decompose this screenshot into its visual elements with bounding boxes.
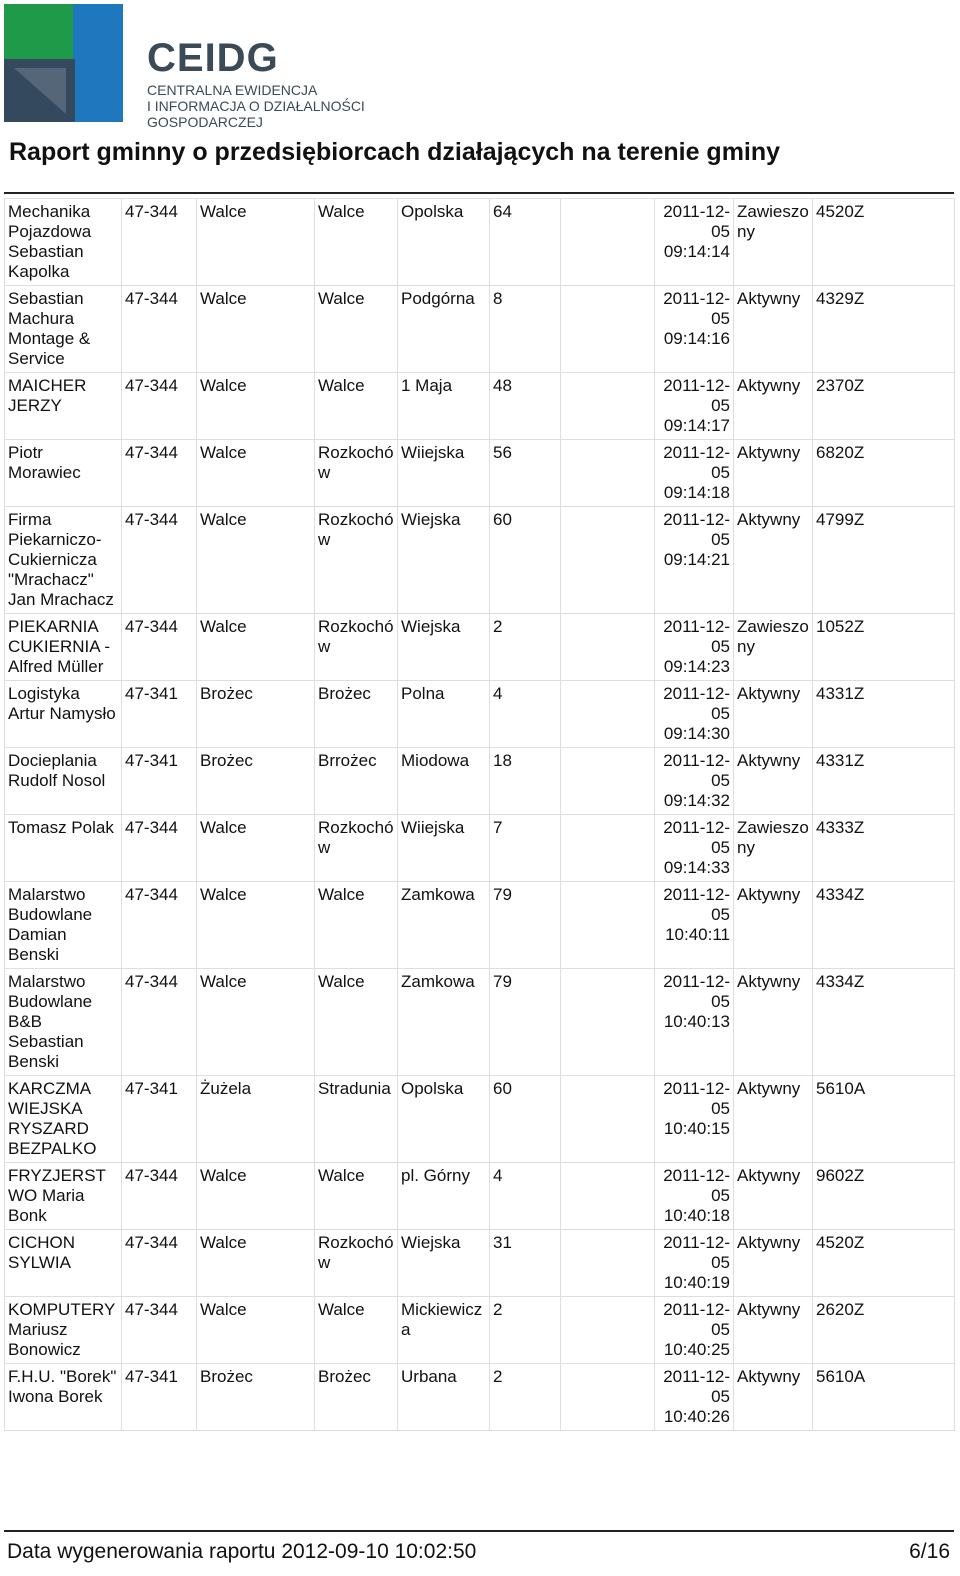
- pkd-code-cell: 4331Z: [813, 681, 955, 748]
- post-office-cell: Walce: [197, 1163, 315, 1230]
- logo-title: CEIDG: [147, 36, 279, 80]
- business-name-cell: KARCZMA WIEJSKA RYSZARD BEZPALKO: [5, 1076, 122, 1163]
- postal-code-cell: 47-344: [122, 1297, 197, 1364]
- table-row: [5, 815, 955, 882]
- building-number-cell: 48: [490, 373, 561, 440]
- table-row: [5, 681, 955, 748]
- status-cell: Aktywny: [734, 882, 813, 969]
- postal-code-cell: 47-344: [122, 507, 197, 614]
- street-cell: Wiiejska: [398, 815, 490, 882]
- unit-number-cell: [561, 507, 655, 614]
- building-number-cell: 2: [490, 1364, 561, 1431]
- unit-number-cell: [561, 199, 655, 286]
- table-row: [5, 373, 955, 440]
- unit-number-cell: [561, 1076, 655, 1163]
- locality-cell: Walce: [315, 1297, 398, 1364]
- status-cell: Zawieszony: [734, 815, 813, 882]
- unit-number-cell: [561, 440, 655, 507]
- status-cell: Aktywny: [734, 373, 813, 440]
- locality-cell: Walce: [315, 969, 398, 1076]
- postal-code-cell: 47-344: [122, 969, 197, 1076]
- business-name-cell: Sebastian Machura Montage & Service: [5, 286, 122, 373]
- postal-code-cell: 47-344: [122, 614, 197, 681]
- locality-cell: Walce: [315, 286, 398, 373]
- status-cell: Aktywny: [734, 1076, 813, 1163]
- street-cell: Opolska: [398, 1076, 490, 1163]
- building-number-cell: 60: [490, 507, 561, 614]
- entry-date-cell: 2011-12-05 10:40:13: [655, 969, 734, 1076]
- post-office-cell: Brożec: [197, 1364, 315, 1431]
- postal-code-cell: 47-344: [122, 440, 197, 507]
- entry-date-cell: 2011-12-05 10:40:15: [655, 1076, 734, 1163]
- post-office-cell: Walce: [197, 440, 315, 507]
- entry-date-cell: 2011-12-05 10:40:18: [655, 1163, 734, 1230]
- post-office-cell: Walce: [197, 286, 315, 373]
- post-office-cell: Brożec: [197, 748, 315, 815]
- table-row: [5, 286, 955, 373]
- post-office-cell: Żużela: [197, 1076, 315, 1163]
- locality-cell: Rozkochów: [315, 614, 398, 681]
- entry-date-cell: 2011-12-05 10:40:19: [655, 1230, 734, 1297]
- postal-code-cell: 47-341: [122, 748, 197, 815]
- postal-code-cell: 47-344: [122, 286, 197, 373]
- street-cell: Wiejska: [398, 614, 490, 681]
- building-number-cell: 4: [490, 681, 561, 748]
- pkd-code-cell: 2620Z: [813, 1297, 955, 1364]
- pkd-code-cell: 1052Z: [813, 614, 955, 681]
- unit-number-cell: [561, 882, 655, 969]
- postal-code-cell: 47-344: [122, 882, 197, 969]
- building-number-cell: 79: [490, 882, 561, 969]
- pkd-code-cell: 4799Z: [813, 507, 955, 614]
- street-cell: Miodowa: [398, 748, 490, 815]
- unit-number-cell: [561, 1297, 655, 1364]
- status-cell: Aktywny: [734, 440, 813, 507]
- status-cell: Aktywny: [734, 748, 813, 815]
- building-number-cell: 64: [490, 199, 561, 286]
- status-cell: Aktywny: [734, 507, 813, 614]
- street-cell: Opolska: [398, 199, 490, 286]
- business-name-cell: MAICHER JERZY: [5, 373, 122, 440]
- locality-cell: Rozkochów: [315, 507, 398, 614]
- building-number-cell: 8: [490, 286, 561, 373]
- unit-number-cell: [561, 1230, 655, 1297]
- locality-cell: Walce: [315, 373, 398, 440]
- entry-date-cell: 2011-12-05 09:14:32: [655, 748, 734, 815]
- building-number-cell: 79: [490, 969, 561, 1076]
- postal-code-cell: 47-341: [122, 1364, 197, 1431]
- unit-number-cell: [561, 286, 655, 373]
- table-row: [5, 1076, 955, 1163]
- unit-number-cell: [561, 373, 655, 440]
- logo-subtitle: [147, 82, 365, 130]
- pkd-code-cell: 5610A: [813, 1364, 955, 1431]
- ceidg-logo: [4, 4, 384, 130]
- street-cell: Wiejska: [398, 507, 490, 614]
- locality-cell: Brrożec: [315, 748, 398, 815]
- building-number-cell: 60: [490, 1076, 561, 1163]
- entry-date-cell: 2011-12-05 09:14:21: [655, 507, 734, 614]
- pkd-code-cell: 4520Z: [813, 199, 955, 286]
- building-number-cell: 18: [490, 748, 561, 815]
- header-divider: [4, 192, 954, 194]
- entry-date-cell: 2011-12-05 10:40:26: [655, 1364, 734, 1431]
- unit-number-cell: [561, 1163, 655, 1230]
- pkd-code-cell: 4329Z: [813, 286, 955, 373]
- table-row: [5, 440, 955, 507]
- pkd-code-cell: 9602Z: [813, 1163, 955, 1230]
- post-office-cell: Brożec: [197, 681, 315, 748]
- business-name-cell: Logistyka Artur Namysło: [5, 681, 122, 748]
- postal-code-cell: 47-344: [122, 199, 197, 286]
- pkd-code-cell: 6820Z: [813, 440, 955, 507]
- street-cell: Wiejska: [398, 1230, 490, 1297]
- report-generated-date: Data wygenerowania raportu 2012-09-10 10:02:50: [7, 1540, 477, 1563]
- post-office-cell: Walce: [197, 1297, 315, 1364]
- status-cell: Aktywny: [734, 1364, 813, 1431]
- unit-number-cell: [561, 1364, 655, 1431]
- street-cell: Podgórna: [398, 286, 490, 373]
- ceidg-logo-mark-icon: [4, 4, 134, 124]
- post-office-cell: Walce: [197, 882, 315, 969]
- business-name-cell: Malarstwo Budowlane Damian Benski: [5, 882, 122, 969]
- business-name-cell: FRYZJERSTWO Maria Bonk: [5, 1163, 122, 1230]
- table-row: [5, 507, 955, 614]
- status-cell: Aktywny: [734, 1163, 813, 1230]
- table-row: [5, 1364, 955, 1431]
- post-office-cell: Walce: [197, 969, 315, 1076]
- table-row: [5, 1163, 955, 1230]
- report-title: Raport gminny o przedsiębiorcach działających na terenie gminy: [9, 138, 781, 166]
- street-cell: Polna: [398, 681, 490, 748]
- post-office-cell: Walce: [197, 614, 315, 681]
- postal-code-cell: 47-344: [122, 373, 197, 440]
- table-row: [5, 614, 955, 681]
- postal-code-cell: 47-344: [122, 1230, 197, 1297]
- footer-divider: [4, 1530, 954, 1532]
- unit-number-cell: [561, 969, 655, 1076]
- building-number-cell: 56: [490, 440, 561, 507]
- postal-code-cell: 47-341: [122, 1076, 197, 1163]
- street-cell: Urbana: [398, 1364, 490, 1431]
- status-cell: Aktywny: [734, 1230, 813, 1297]
- pkd-code-cell: 4333Z: [813, 815, 955, 882]
- street-cell: Zamkowa: [398, 969, 490, 1076]
- locality-cell: Brożec: [315, 681, 398, 748]
- table-row: [5, 1230, 955, 1297]
- logo-subtitle-line: I INFORMACJA O DZIAŁALNOŚCI: [147, 98, 365, 114]
- locality-cell: Walce: [315, 1163, 398, 1230]
- locality-cell: Walce: [315, 882, 398, 969]
- building-number-cell: 31: [490, 1230, 561, 1297]
- pkd-code-cell: 4334Z: [813, 882, 955, 969]
- business-name-cell: Tomasz Polak: [5, 815, 122, 882]
- entry-date-cell: 2011-12-05 09:14:23: [655, 614, 734, 681]
- post-office-cell: Walce: [197, 199, 315, 286]
- entry-date-cell: 2011-12-05 09:14:30: [655, 681, 734, 748]
- pkd-code-cell: 4520Z: [813, 1230, 955, 1297]
- unit-number-cell: [561, 815, 655, 882]
- locality-cell: Stradunia: [315, 1076, 398, 1163]
- entry-date-cell: 2011-12-05 10:40:25: [655, 1297, 734, 1364]
- status-cell: Aktywny: [734, 286, 813, 373]
- business-name-cell: Firma Piekarniczo-Cukiernicza "Mrachacz" Jan Mrachacz: [5, 507, 122, 614]
- entry-date-cell: 2011-12-05 09:14:33: [655, 815, 734, 882]
- table-body: [5, 199, 955, 1431]
- locality-cell: Brożec: [315, 1364, 398, 1431]
- entry-date-cell: 2011-12-05 09:14:18: [655, 440, 734, 507]
- street-cell: Mickiewicza: [398, 1297, 490, 1364]
- business-name-cell: Docieplania Rudolf Nosol: [5, 748, 122, 815]
- table-row: [5, 882, 955, 969]
- building-number-cell: 2: [490, 1297, 561, 1364]
- business-name-cell: Mechanika Pojazdowa Sebastian Kapolka: [5, 199, 122, 286]
- pkd-code-cell: 2370Z: [813, 373, 955, 440]
- pkd-code-cell: 5610A: [813, 1076, 955, 1163]
- entry-date-cell: 2011-12-05 09:14:16: [655, 286, 734, 373]
- logo-subtitle-line: CENTRALNA EWIDENCJA: [147, 82, 318, 98]
- unit-number-cell: [561, 614, 655, 681]
- status-cell: Zawieszony: [734, 199, 813, 286]
- postal-code-cell: 47-344: [122, 1163, 197, 1230]
- postal-code-cell: 47-344: [122, 815, 197, 882]
- building-number-cell: 4: [490, 1163, 561, 1230]
- street-cell: pl. Górny: [398, 1163, 490, 1230]
- table-row: [5, 1297, 955, 1364]
- street-cell: 1 Maja: [398, 373, 490, 440]
- street-cell: Wiiejska: [398, 440, 490, 507]
- business-name-cell: Malarstwo Budowlane B&B Sebastian Benski: [5, 969, 122, 1076]
- unit-number-cell: [561, 681, 655, 748]
- entry-date-cell: 2011-12-05 09:14:17: [655, 373, 734, 440]
- business-name-cell: PIEKARNIA CUKIERNIA - Alfred Müller: [5, 614, 122, 681]
- post-office-cell: Walce: [197, 373, 315, 440]
- table-row: [5, 199, 955, 286]
- pkd-code-cell: 4334Z: [813, 969, 955, 1076]
- business-name-cell: KOMPUTERY Mariusz Bonowicz: [5, 1297, 122, 1364]
- status-cell: Aktywny: [734, 681, 813, 748]
- business-table: [4, 198, 955, 1431]
- pkd-code-cell: 4331Z: [813, 748, 955, 815]
- status-cell: Zawieszony: [734, 614, 813, 681]
- building-number-cell: 2: [490, 614, 561, 681]
- entry-date-cell: 2011-12-05 10:40:11: [655, 882, 734, 969]
- page-number: 6/16: [909, 1540, 950, 1563]
- unit-number-cell: [561, 748, 655, 815]
- table-row: [5, 748, 955, 815]
- building-number-cell: 7: [490, 815, 561, 882]
- post-office-cell: Walce: [197, 1230, 315, 1297]
- logo-subtitle-line: GOSPODARCZEJ: [147, 114, 263, 130]
- post-office-cell: Walce: [197, 815, 315, 882]
- table-row: [5, 969, 955, 1076]
- business-name-cell: F.H.U. "Borek" Iwona Borek: [5, 1364, 122, 1431]
- status-cell: Aktywny: [734, 969, 813, 1076]
- street-cell: Zamkowa: [398, 882, 490, 969]
- business-name-cell: Piotr Morawiec: [5, 440, 122, 507]
- entry-date-cell: 2011-12-05 09:14:14: [655, 199, 734, 286]
- status-cell: Aktywny: [734, 1297, 813, 1364]
- post-office-cell: Walce: [197, 507, 315, 614]
- locality-cell: Rozkochów: [315, 440, 398, 507]
- locality-cell: Rozkochów: [315, 815, 398, 882]
- business-name-cell: CICHON SYLWIA: [5, 1230, 122, 1297]
- postal-code-cell: 47-341: [122, 681, 197, 748]
- locality-cell: Walce: [315, 199, 398, 286]
- locality-cell: Rozkochów: [315, 1230, 398, 1297]
